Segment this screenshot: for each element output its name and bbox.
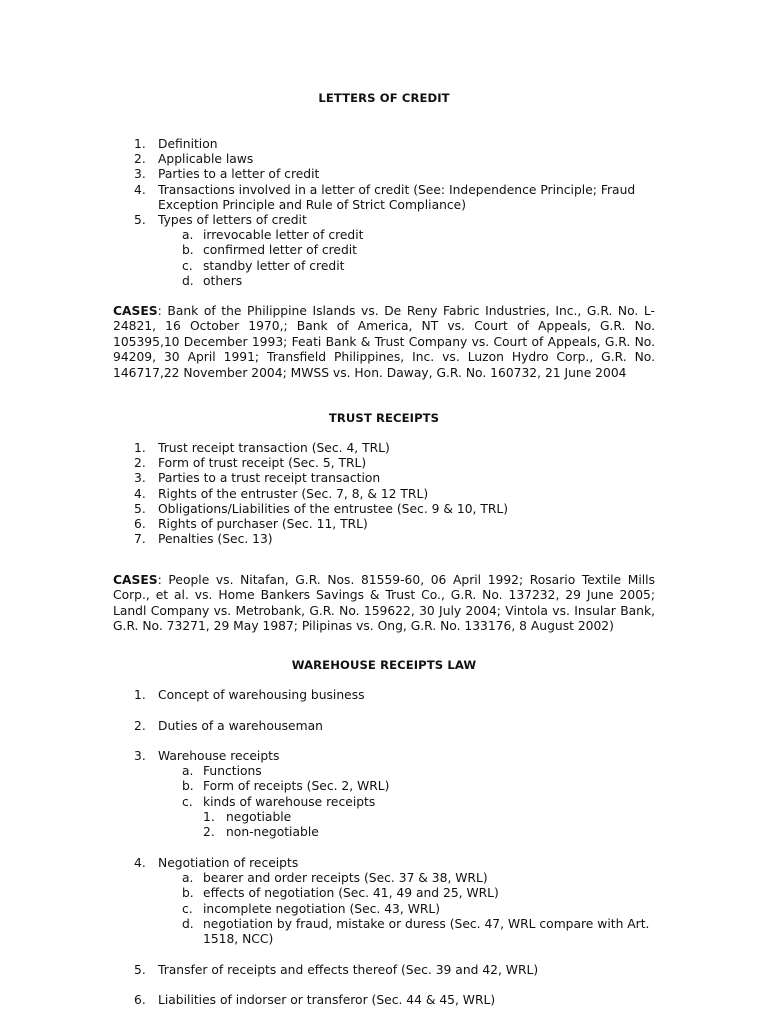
list-item: 4. Rights of the entruster (Sec. 7, 8, & 12 TRL) — [134, 486, 429, 501]
list-item: 6. Liabilities of indorser or transferor (Sec. 44 & 45, WRL) — [134, 993, 496, 1007]
list-subitem: b. confirmed letter of credit — [182, 243, 357, 258]
cases-paragraph — [113, 304, 655, 381]
cases-text: : People vs. Nitafan, G.R. Nos. 81559-60, 06 April 1992; Rosario Textile Mills Corp., et al. vs. Home Bankers Savings & Trust Co., G.R. No. 137232, 29 June 2005; Landl Company vs. Metrobank, G.R. No. 159622, 30 July 2004; Vintola vs. Insular Bank, G.R. No. 73271, 29 May 1987; Pilipinas vs. Ong, G.R. No. 133176, 8 August 2002) — [113, 573, 655, 634]
section-title: LETTERS OF CREDIT — [318, 91, 450, 105]
list-item: 4. Negotiation of receipts — [134, 856, 299, 870]
cases-paragraph — [113, 573, 655, 635]
list-item: 5. Transfer of receipts and effects thereof (Sec. 39 and 42, WRL) — [134, 963, 539, 977]
list-item: 5. Types of letters of credit — [134, 213, 307, 228]
cases-label: CASES — [113, 573, 158, 587]
list-subsubitem: 2. non-negotiable — [203, 825, 319, 840]
cases-label: CASES — [113, 304, 158, 318]
list-subitem: c. incomplete negotiation (Sec. 43, WRL) — [182, 901, 441, 916]
list-subsubitem: 1. negotiable — [203, 809, 292, 824]
list-item: 1. Concept of warehousing business — [134, 688, 365, 702]
section-warehouse-receipts — [113, 658, 655, 672]
section-title: TRUST RECEIPTS — [328, 411, 440, 425]
list-item: 1. Trust receipt transaction (Sec. 4, TRL) — [134, 441, 390, 455]
list-subitem: b. Form of receipts (Sec. 2, WRL) — [182, 779, 390, 794]
cases-text: : Bank of the Philippine Islands vs. De Reny Fabric Industries, Inc., G.R. No. L-24821, 16 October 1970,; Bank of America, NT vs. Court of Appeals, G.R. No. 105395,10 December 1993; Feati Bank & Trust Company vs. Court of Appeals, G.R. No. 94209, 30 April 1991; Transfield Philippines, Inc. vs. Luzon Hydro Corp., G.R. No. 146717,22 November 2004; MWSS vs. Hon. Daway, G.R. No. 160732, 21 June 2004 — [113, 304, 655, 380]
list-item: 2. Duties of a warehouseman — [134, 719, 323, 733]
warehouse-item-2 — [113, 719, 655, 734]
section-title: WAREHOUSE RECEIPTS LAW — [291, 658, 477, 672]
list-item: 2. Form of trust receipt (Sec. 5, TRL) — [134, 456, 367, 471]
section-trust-receipts — [113, 411, 655, 425]
warehouse-item-3 — [113, 749, 655, 840]
list-item: 7. Penalties (Sec. 13) — [134, 532, 273, 547]
warehouse-item-4 — [113, 856, 655, 947]
trust-receipts-list — [113, 441, 655, 547]
list-subitem: a. Functions — [182, 764, 262, 779]
list-subitem: d. others — [182, 273, 243, 288]
list-item: 2. Applicable laws — [134, 152, 254, 167]
list-subitem: d. negotiation by fraud, mistake or duress (Sec. 47, WRL compare with Art. 1518, NCC) — [182, 916, 650, 947]
list-item: 4. Transactions involved in a letter of credit (See: Independence Principle; Fraud Exception Principle and Rule of Strict Compliance) — [134, 182, 636, 212]
list-subitem: a. bearer and order receipts (Sec. 37 & 38, WRL) — [182, 871, 488, 886]
warehouse-item-1 — [113, 688, 655, 703]
warehouse-item-5 — [113, 963, 655, 978]
list-item: 3. Parties to a letter of credit — [134, 167, 320, 182]
list-item: 5. Obligations/Liabilities of the entrustee (Sec. 9 & 10, TRL) — [134, 501, 509, 516]
list-item: 3. Warehouse receipts — [134, 749, 280, 763]
list-subitem: c. kinds of warehouse receipts — [182, 794, 376, 809]
section-letters-of-credit — [113, 91, 655, 105]
letters-of-credit-list — [113, 137, 655, 289]
list-subitem: a. irrevocable letter of credit — [182, 228, 364, 243]
list-subitem: b. effects of negotiation (Sec. 41, 49 and 25, WRL) — [182, 886, 499, 901]
list-item: 3. Parties to a trust receipt transaction — [134, 471, 381, 486]
list-subitem: c. standby letter of credit — [182, 258, 345, 273]
list-item: 1. Definition — [134, 137, 218, 151]
list-item: 6. Rights of purchaser (Sec. 11, TRL) — [134, 517, 368, 532]
warehouse-item-6 — [113, 993, 655, 1008]
